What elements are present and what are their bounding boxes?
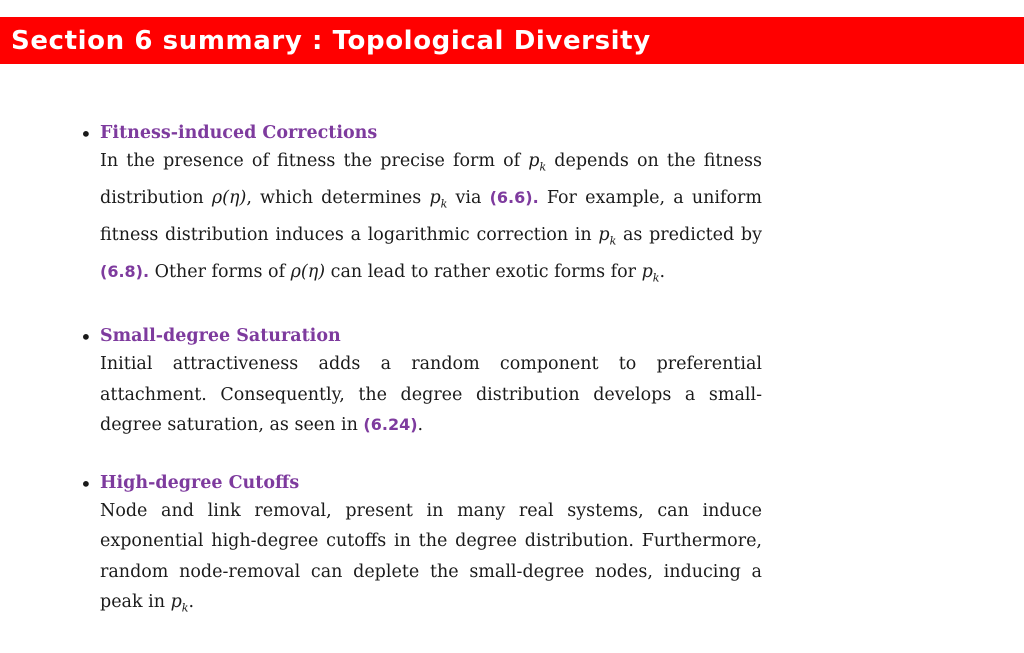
summary-list bbox=[80, 120, 780, 653]
bullet-icon: • bbox=[80, 122, 92, 146]
item-title: Small-degree Saturation bbox=[100, 326, 341, 346]
title-bar bbox=[0, 17, 1024, 64]
page-title: Section 6 summary : Topological Diversity bbox=[11, 25, 651, 56]
item-title: High-degree Cutoffs bbox=[100, 472, 300, 493]
equation-ref-link[interactable]: (6.6). bbox=[489, 188, 539, 207]
bullet-icon: • bbox=[80, 471, 92, 496]
item-body: Node and link removal, present in many real systems, can induce exponential high-degree cutoffs in the degree distribution. Furthermore, random node-removal can deplete the small-degree nodes, inducing a peak in $p_k$. bbox=[100, 500, 762, 615]
item-body: Initial attractiveness adds a random component to preferential attachment. Consequently, the degree distribution develops a small-degree saturation, as seen in (6.24). bbox=[100, 354, 762, 435]
item-body: In the presence of fitness the precise form of $p_k$ depends on the fitness distribution ρ(η), which determines $p_k$ via (6.6). For example, a uniform fitness distribution induces a logarithmic correction in $p_k$ as predicted by (6.8). Other forms of ρ(η) can lead to rather exotic forms for $p_k$. bbox=[100, 151, 762, 285]
list-item bbox=[80, 120, 780, 294]
item-title: Fitness-induced Corrections bbox=[100, 123, 378, 143]
equation-ref-link[interactable]: (6.24) bbox=[363, 415, 418, 434]
bullet-icon: • bbox=[80, 325, 92, 349]
equation-ref-link[interactable]: (6.8). bbox=[100, 262, 150, 281]
list-item bbox=[80, 470, 780, 625]
list-item bbox=[80, 323, 780, 441]
